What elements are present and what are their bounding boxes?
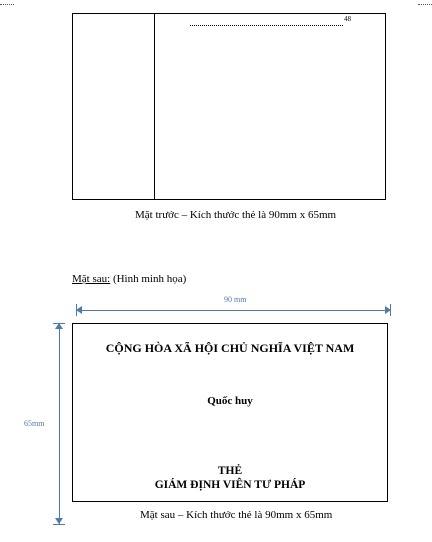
- height-arrow-down-icon: [55, 518, 63, 524]
- width-dimension-line: [76, 310, 390, 311]
- height-arrow-up-icon: [55, 323, 63, 329]
- back-card: [72, 323, 388, 502]
- back-heading-label: Mặt sau:: [72, 273, 111, 285]
- top-right-dotted-mark: [418, 4, 432, 5]
- front-caption: Mặt trước – Kích thước thẻ là 90mm x 65mm: [135, 209, 337, 221]
- back-card-label-line2: GIÁM ĐỊNH VIÊN TƯ PHÁP: [154, 479, 306, 491]
- back-heading: [72, 273, 186, 285]
- footnote-number: 48: [344, 15, 351, 23]
- back-card-emblem: Quốc huy: [207, 395, 253, 407]
- front-card: [72, 13, 386, 200]
- back-card-label: [73, 464, 387, 492]
- width-arrow-right-icon: [385, 306, 391, 314]
- top-left-dotted-mark: [0, 4, 14, 5]
- back-heading-note: (Hình minh họa): [112, 273, 187, 285]
- height-dimension-line: [59, 324, 60, 524]
- height-dimension-label: 65mm: [24, 419, 45, 428]
- front-dotted-line: [190, 25, 343, 26]
- width-dimension-label: 90 mm: [224, 295, 247, 304]
- back-caption: Mặt sau – Kích thước thẻ là 90mm x 65mm: [140, 509, 333, 521]
- back-card-label-line1: THẺ: [217, 465, 243, 477]
- front-photo-divider: [154, 14, 155, 199]
- height-tick-bottom: [53, 524, 65, 525]
- width-arrow-left-icon: [76, 306, 82, 314]
- back-card-title: CỘNG HÒA XÃ HỘI CHỦ NGHĨA VIỆT NAM: [105, 341, 355, 355]
